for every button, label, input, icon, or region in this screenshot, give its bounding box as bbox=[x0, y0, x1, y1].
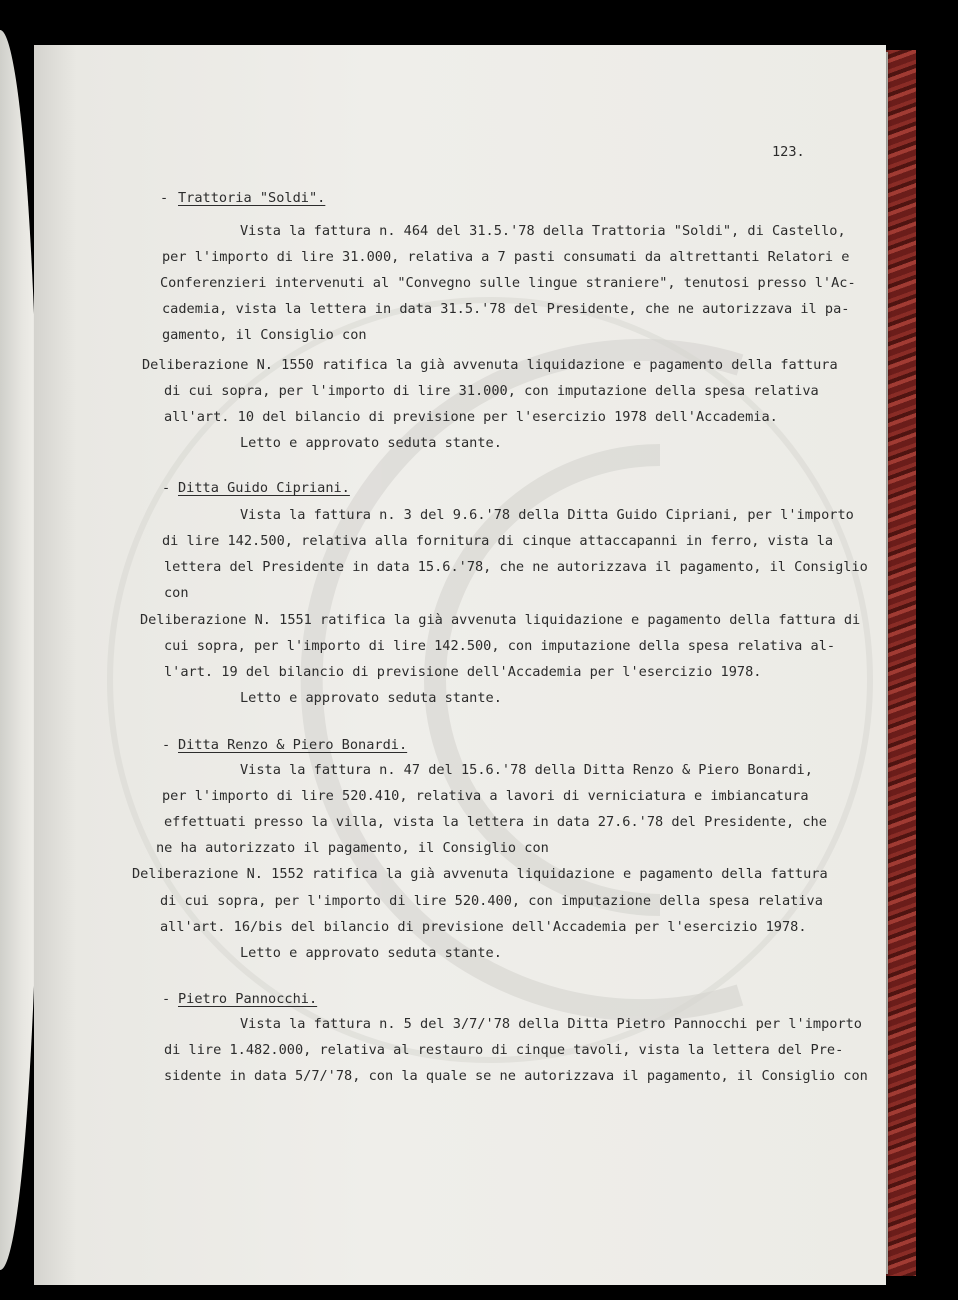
body-line: Vista la fattura n. 464 del 31.5.'78 della Trattoria "Soldi", di Castello, bbox=[240, 223, 846, 239]
deliberation-line: Deliberazione N. 1552 ratifica la già avvenuta liquidazione e pagamento della fattura bbox=[132, 866, 828, 882]
deliberation-line: all'art. 10 del bilancio di previsione per l'esercizio 1978 dell'Accademia. bbox=[164, 409, 778, 425]
page-number: 123. bbox=[772, 144, 805, 160]
approval-line: Letto e approvato seduta stante. bbox=[240, 690, 502, 706]
body-line: gamento, il Consiglio con bbox=[162, 327, 367, 343]
section-heading: Pietro Pannocchi. bbox=[178, 991, 318, 1007]
body-line: con bbox=[164, 585, 189, 601]
body-line: ne ha autorizzato il pagamento, il Consiglio con bbox=[156, 840, 549, 856]
approval-line: Letto e approvato seduta stante. bbox=[240, 435, 502, 451]
section-dash: - bbox=[162, 480, 171, 496]
body-line: lettera del Presidente in data 15.6.'78, che ne autorizzava il pagamento, il Consiglio bbox=[164, 559, 868, 575]
body-line: Vista la fattura n. 47 del 15.6.'78 della Ditta Renzo & Piero Bonardi, bbox=[240, 762, 813, 778]
deliberation-line: Deliberazione N. 1550 ratifica la già avvenuta liquidazione e pagamento della fattura bbox=[142, 357, 838, 373]
deliberation-line: all'art. 16/bis del bilancio di previsione dell'Accademia per l'esercizio 1978. bbox=[160, 919, 807, 935]
deliberation-line: di cui sopra, per l'importo di lire 520.400, con imputazione della spesa relativa bbox=[160, 893, 823, 909]
deliberation-line: di cui sopra, per l'importo di lire 31.000, con imputazione della spesa relativa bbox=[164, 383, 819, 399]
body-line: effettuati presso la villa, vista la lettera in data 27.6.'78 del Presidente, che bbox=[164, 814, 827, 830]
body-line: per l'importo di lire 520.410, relativa a lavori di verniciatura e imbiancatura bbox=[162, 788, 809, 804]
approval-line: Letto e approvato seduta stante. bbox=[240, 945, 502, 961]
body-line: di lire 1.482.000, relativa al restauro di cinque tavoli, vista la lettera del Pre- bbox=[164, 1042, 844, 1058]
body-line: sidente in data 5/7/'78, con la quale se ne autorizzava il pagamento, il Consiglio con bbox=[164, 1068, 868, 1084]
body-line: Vista la fattura n. 5 del 3/7/'78 della Ditta Pietro Pannocchi per l'importo bbox=[240, 1016, 862, 1032]
deliberation-line: l'art. 19 del bilancio di previsione dell'Accademia per l'esercizio 1978. bbox=[164, 664, 762, 680]
body-line: Vista la fattura n. 3 del 9.6.'78 della Ditta Guido Cipriani, per l'importo bbox=[240, 507, 854, 523]
section-dash: - bbox=[160, 190, 169, 206]
body-line: di lire 142.500, relativa alla fornitura di cinque attaccapanni in ferro, vista la bbox=[162, 533, 834, 549]
section-dash: - bbox=[162, 991, 171, 1007]
body-line: per l'importo di lire 31.000, relativa a 7 pasti consumati da altrettanti Relatori e bbox=[162, 249, 850, 265]
section-heading: Trattoria "Soldi". bbox=[178, 190, 326, 206]
deliberation-line: Deliberazione N. 1551 ratifica la già avvenuta liquidazione e pagamento della fattura di bbox=[140, 612, 861, 628]
deliberation-line: cui sopra, per l'importo di lire 142.500, con imputazione della spesa relativa al- bbox=[164, 638, 836, 654]
body-line: cademia, vista la lettera in data 31.5.'78 del Presidente, che ne autorizzava il pa- bbox=[162, 301, 850, 317]
section-dash: - bbox=[162, 737, 171, 753]
body-line: Conferenzieri intervenuti al "Convegno sulle lingue straniere", tenutosi presso l'Ac- bbox=[160, 275, 856, 291]
section-heading: Ditta Guido Cipriani. bbox=[178, 480, 350, 496]
section-heading: Ditta Renzo & Piero Bonardi. bbox=[178, 737, 408, 753]
